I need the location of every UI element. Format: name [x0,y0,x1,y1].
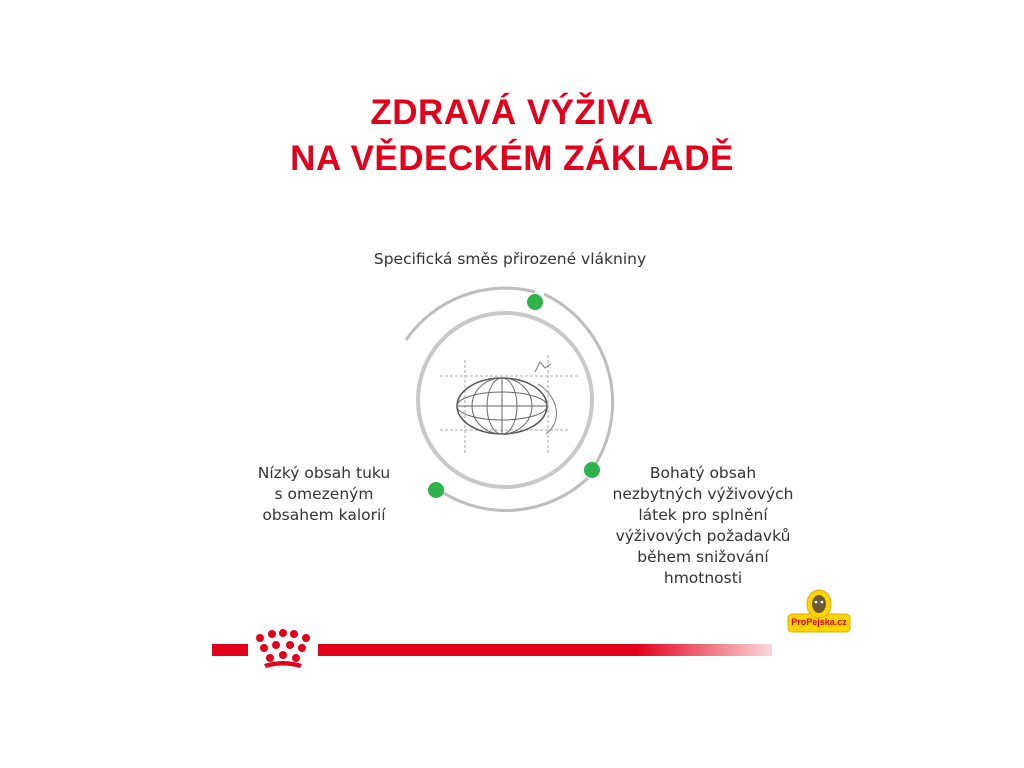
benefit-nutrients-line: Bohatý obsah [649,464,757,482]
green-dot-top [527,294,543,310]
benefits-diagram [370,280,640,520]
benefit-low-fat-line: Nízký obsah tuku [257,464,391,482]
page-title [212,90,812,182]
benefit-low-fat-line: obsahem kalorií [262,506,386,524]
benefit-nutrients-line: nezbytných výživových [612,485,794,503]
green-dot-left [428,482,444,498]
benefit-nutrients-line: během snižování [637,548,769,566]
footer-line-left [212,644,248,656]
green-dot-right [584,462,600,478]
outer-arc-bottom [442,478,588,510]
benefit-nutrients-line: hmotnosti [663,569,743,587]
badge-text: ProPejska.cz [791,617,847,627]
benefit-low-fat-line: s omezeným [274,485,374,503]
outer-arc-right [544,294,613,465]
footer-line-right [318,644,772,656]
benefit-fiber-label: Specifická směs přirozené vlákniny [373,250,647,268]
title-line-2: NA VĚDECKÉM ZÁKLADĚ [290,139,734,178]
royal-canin-crown-icon [250,628,316,670]
title-line-1: ZDRAVÁ VÝŽIVA [370,93,654,132]
benefit-nutrients-line: výživových požadavků [615,527,791,545]
dog-logo-icon [786,588,852,636]
kibble-sketch-icon [440,355,580,455]
inner-ring [418,313,592,487]
benefit-nutrients-line: látek pro splnění [638,506,768,524]
